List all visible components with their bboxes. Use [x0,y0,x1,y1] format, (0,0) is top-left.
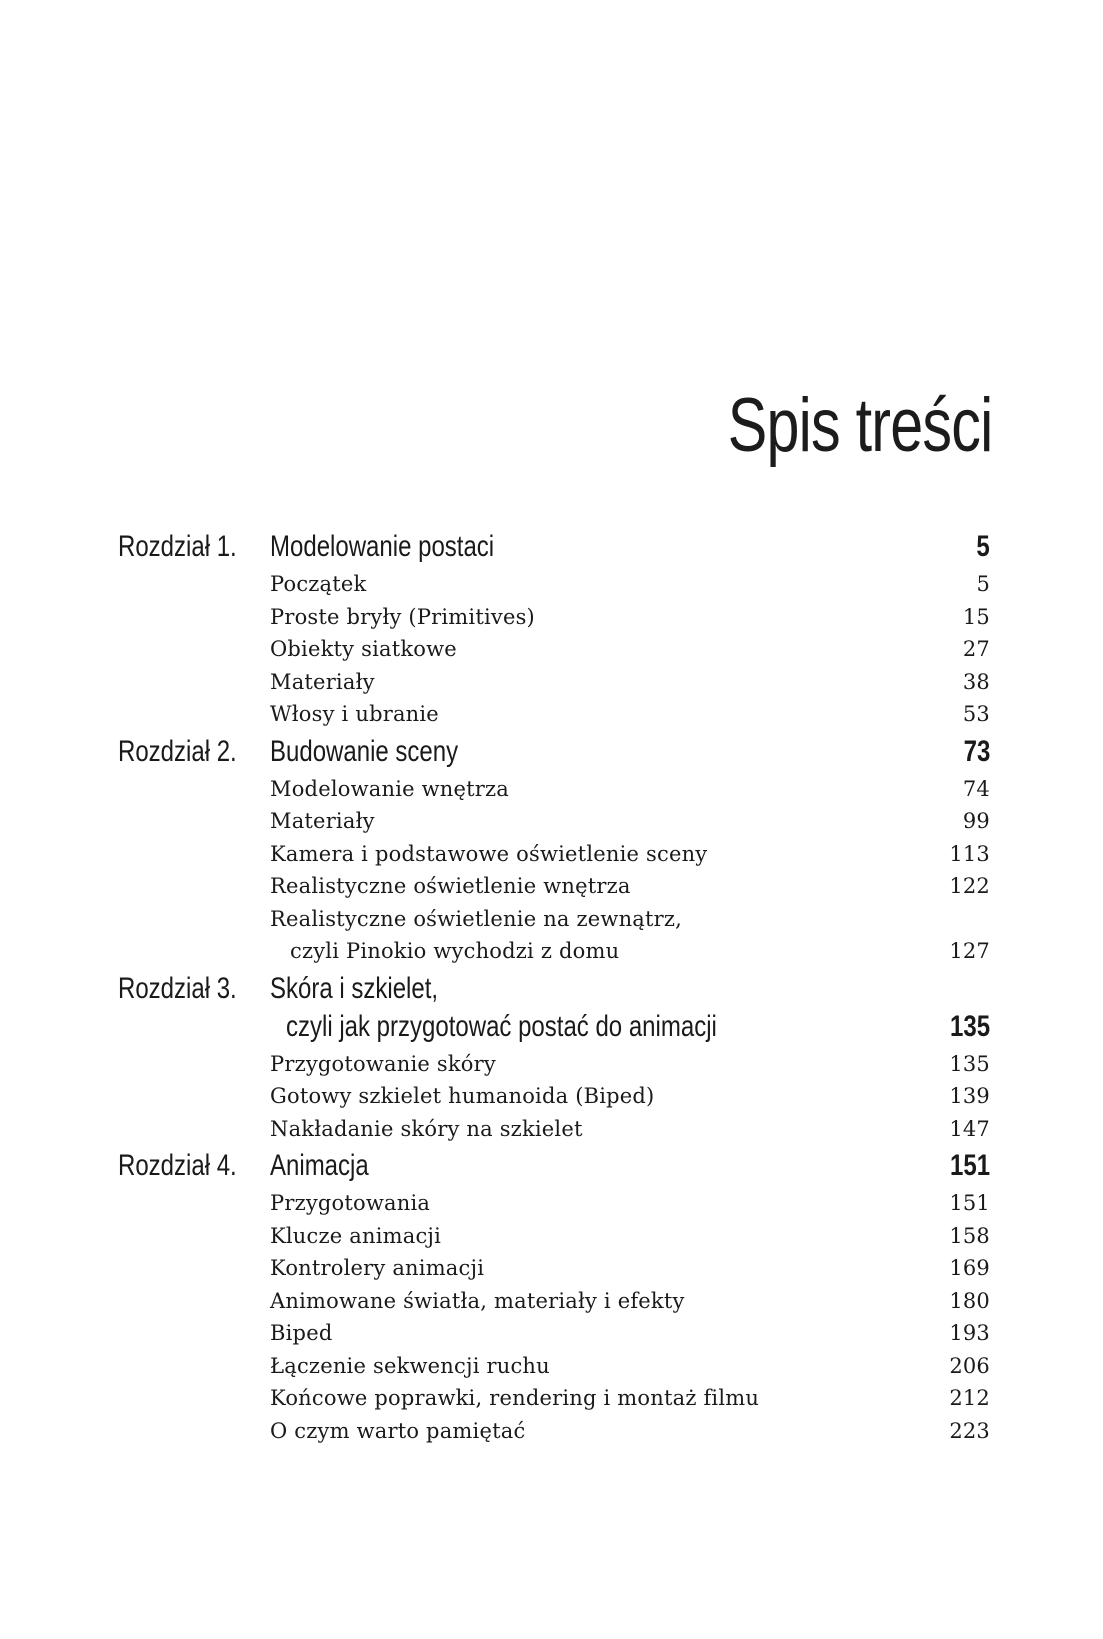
toc-entry-page: 147 [949,1116,990,1141]
toc-entry-page: 135 [949,1051,990,1076]
toc-entry[interactable] [118,1187,990,1220]
toc-entry[interactable] [118,698,990,731]
table-of-contents [118,528,990,1447]
toc-entry-title: Biped [270,1321,333,1345]
chapter-label: Rozdział 1. [118,530,237,563]
toc-entry-page: 139 [949,1084,990,1108]
toc-entry-title: Klucze animacji [270,1223,442,1248]
toc-entry-page: 99 [962,809,990,833]
toc-entry[interactable] [118,666,990,699]
chapter-title-continued: czyli jak przygotować postać do animacji [286,1009,717,1043]
toc-entry-page: 122 [949,874,990,898]
toc-entry-page: 113 [949,841,990,866]
toc-entry-page: 53 [962,702,990,726]
toc-entry[interactable] [118,1415,990,1448]
toc-entry[interactable] [118,1317,990,1350]
toc-entry-title: Przygotowania [270,1191,431,1215]
page-title: Spis treści [728,383,993,468]
toc-entry[interactable] [118,1285,990,1318]
toc-entry-title: Obiekty siatkowe [270,637,457,661]
chapter-title: Animacja [270,1149,369,1182]
chapter-page-number: 73 [963,734,990,768]
toc-entry[interactable] [118,1382,990,1415]
toc-entry[interactable] [118,870,990,903]
toc-entry[interactable] [118,1252,990,1285]
toc-entry[interactable] [118,773,990,806]
toc-entry-page: 223 [949,1418,990,1443]
toc-entry-title: Nakładanie skóry na szkielet [270,1116,583,1141]
chapter-page-number: 5 [976,530,990,563]
toc-entry-title: Łączenie sekwencji ruchu [270,1353,550,1378]
toc-entry-page: 27 [962,637,990,661]
toc-entry-page: 206 [949,1353,990,1378]
chapter-heading[interactable] [118,733,990,771]
toc-entry-page: 127 [949,939,990,963]
toc-entry-title: Modelowanie wnętrza [270,776,510,801]
toc-entry-page: 169 [949,1256,990,1280]
toc-entry-page: 5 [976,572,990,596]
chapter-3 [118,970,990,1146]
toc-entry[interactable] [118,1113,990,1146]
chapter-label: Rozdział 3. [118,971,237,1005]
toc-entry-title: Animowane światła, materiały i efekty [270,1288,685,1313]
toc-entry-title: Proste bryły (Primitives) [270,604,535,629]
toc-entry[interactable] [118,1080,990,1113]
toc-entry[interactable] [118,601,990,634]
chapter-4 [118,1147,990,1447]
toc-entry-title: Kontrolery animacji [270,1256,485,1280]
chapter-1 [118,528,990,731]
toc-entry-title: O czym warto pamiętać [270,1418,526,1443]
toc-entry-title: Materiały [270,669,375,694]
toc-entry-page: 180 [949,1288,990,1313]
toc-entry-title: Początek [270,572,367,596]
toc-entry-page: 193 [949,1321,990,1345]
chapter-label: Rozdział 2. [118,734,237,768]
toc-entry[interactable] [118,838,990,871]
chapter-title: Skóra i szkielet, czyli jak przygotować postać do animacji [270,970,890,1046]
toc-entry-title: Materiały [270,809,375,833]
toc-entry[interactable] [118,1048,990,1081]
chapter-title: Modelowanie postaci [270,530,495,563]
toc-entry[interactable] [118,805,990,838]
toc-entry-title: Realistyczne oświetlenie wnętrza [270,874,631,898]
toc-entry-title: Włosy i ubranie [270,702,439,726]
toc-entry-title: Realistyczne oświetlenie na zewnątrz, czyli Pinokio wychodzi z domu [270,903,910,968]
toc-entry[interactable] [118,633,990,666]
section-list [118,773,990,968]
chapter-label: Rozdział 4. [118,1149,237,1182]
section-list [118,1048,990,1146]
section-list [118,1187,990,1447]
toc-entry-page: 15 [962,604,990,629]
chapter-2 [118,733,990,968]
section-list [118,568,990,731]
toc-entry[interactable] [118,903,990,968]
chapter-heading[interactable] [118,528,990,566]
toc-entry-title: Przygotowanie skóry [270,1051,496,1076]
toc-entry-page: 158 [949,1223,990,1248]
chapter-page-number: 151 [949,1149,990,1182]
toc-entry[interactable] [118,1350,990,1383]
toc-entry-page: 38 [962,669,990,694]
toc-entry-title: Końcowe poprawki, rendering i montaż filmu [270,1386,760,1410]
chapter-heading[interactable] [118,1147,990,1185]
chapter-page-number: 135 [949,1009,990,1043]
toc-entry-title-continued: czyli Pinokio wychodzi z domu [290,939,620,963]
chapter-title: Budowanie sceny [270,734,459,768]
toc-entry-title: Kamera i podstawowe oświetlenie sceny [270,841,708,866]
toc-entry[interactable] [118,568,990,601]
toc-entry-page: 151 [949,1191,990,1215]
toc-entry[interactable] [118,1220,990,1253]
toc-entry-page: 74 [962,776,990,801]
toc-entry-title: Gotowy szkielet humanoida (Biped) [270,1084,655,1108]
toc-entry-page: 212 [949,1386,990,1410]
chapter-heading[interactable] [118,970,990,1046]
